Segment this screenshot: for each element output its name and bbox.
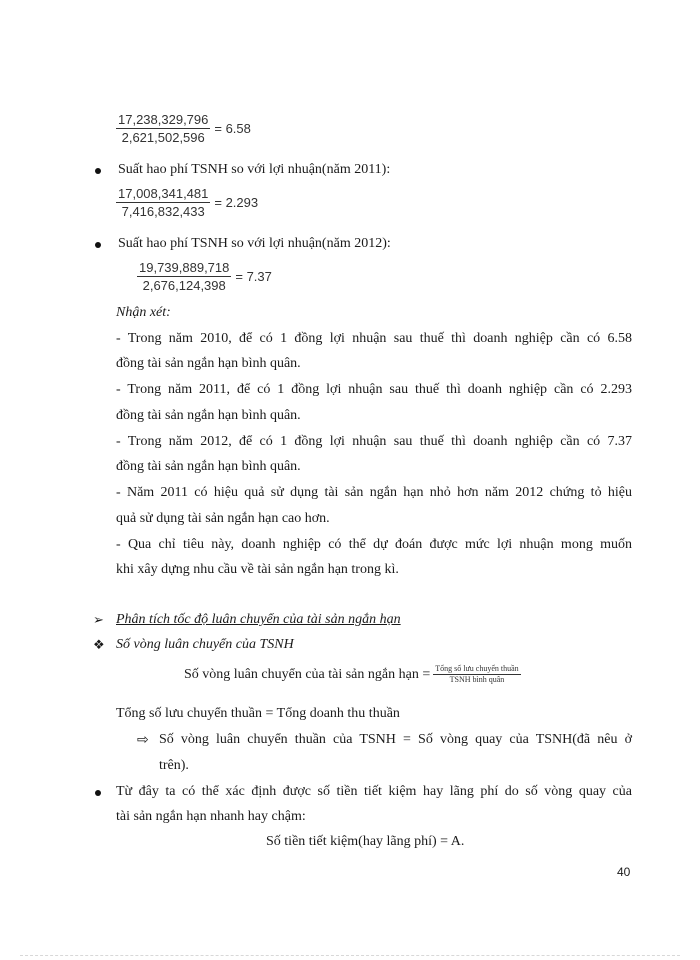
fraction-result: = 7.37 <box>235 269 272 284</box>
remark-line: - Trong năm 2012, để có 1 đồng lợi nhuận sau thuế thì doanh nghiệp cần có 7.37 <box>116 434 632 449</box>
fraction-2012 <box>137 259 272 294</box>
formula-denominator: TSNH bình quân <box>449 675 505 684</box>
formula-label: Số vòng luân chuyển của tài sản ngắn hạn = <box>184 666 431 682</box>
turnover-formula <box>184 664 521 685</box>
bullet-icon <box>95 790 101 796</box>
implication-line: trên). <box>159 758 189 773</box>
implies-arrow-icon: ⇨ <box>137 733 149 748</box>
diamond-icon: ❖ <box>93 637 105 652</box>
bullet-2011-label: Suất hao phí TSNH so với lợi nhuận(năm 2011): <box>118 162 391 177</box>
page-number: 40 <box>617 865 631 879</box>
remark-line: quả sử dụng tài sản ngắn hạn cao hơn. <box>116 511 330 526</box>
fraction-denominator: 7,416,832,433 <box>121 204 205 219</box>
section-subheading: Số vòng luân chuyển của TSNH <box>116 637 294 652</box>
fraction-numerator: 19,739,889,718 <box>139 260 230 275</box>
fraction-result: = 6.58 <box>214 121 251 136</box>
remark-line: khi xây dựng nhu cầu về tài sản ngắn hạn trong kì. <box>116 562 399 577</box>
bullet-icon <box>95 242 101 248</box>
fraction-numerator: 17,008,341,481 <box>118 186 209 201</box>
savings-formula: Số tiền tiết kiệm(hay lãng phí) = A. <box>266 834 465 849</box>
remark-line: - Năm 2011 có hiệu quả sử dụng tài sản ngắn hạn nhỏ hơn năm 2012 chứng tỏ hiệu <box>116 485 632 500</box>
footer-rule <box>20 955 680 956</box>
fraction-denominator: 2,621,502,596 <box>121 130 205 145</box>
savings-bullet-line: Từ đây ta có thể xác định được số tiền tiết kiệm hay lãng phí do số vòng quay của <box>116 784 632 799</box>
total-turnover-line: Tổng số lưu chuyển thuần = Tổng doanh thu thuần <box>116 706 400 721</box>
formula-fraction <box>433 664 520 685</box>
bullet-icon <box>95 168 101 174</box>
remark-line: - Qua chỉ tiêu này, doanh nghiệp có thể dự đoán được mức lợi nhuận mong muốn <box>116 537 632 552</box>
bullet-2012-label: Suất hao phí TSNH so với lợi nhuận(năm 2012): <box>118 236 391 251</box>
section-heading: Phân tích tốc độ luân chuyển của tài sản ngắn hạn <box>116 612 401 627</box>
remark-line: đồng tài sản ngắn hạn bình quân. <box>116 459 301 474</box>
remark-line: - Trong năm 2010, để có 1 đồng lợi nhuận sau thuế thì doanh nghiệp cần có 6.58 <box>116 331 632 346</box>
remark-line: - Trong năm 2011, để có 1 đồng lợi nhuận sau thuế thì doanh nghiệp cần có 2.293 <box>116 382 632 397</box>
formula-numerator: Tổng số lưu chuyển thuần <box>435 664 519 673</box>
remark-line: đồng tài sản ngắn hạn bình quân. <box>116 408 301 423</box>
fraction-denominator: 2,676,124,398 <box>142 278 226 293</box>
savings-bullet-line: tài sản ngắn hạn nhanh hay chậm: <box>116 809 306 824</box>
fraction-2010 <box>116 111 251 146</box>
fraction-result: = 2.293 <box>214 195 259 210</box>
arrow-icon: ➢ <box>93 612 104 627</box>
remark-line: đồng tài sản ngắn hạn bình quân. <box>116 356 301 371</box>
fraction-numerator: 17,238,329,796 <box>118 112 209 127</box>
implication-line: Số vòng luân chuyển thuần của TSNH = Số vòng quay của TSNH(đã nêu ở <box>159 732 632 747</box>
fraction-2011 <box>116 185 258 220</box>
remarks-heading: Nhận xét: <box>116 305 171 320</box>
